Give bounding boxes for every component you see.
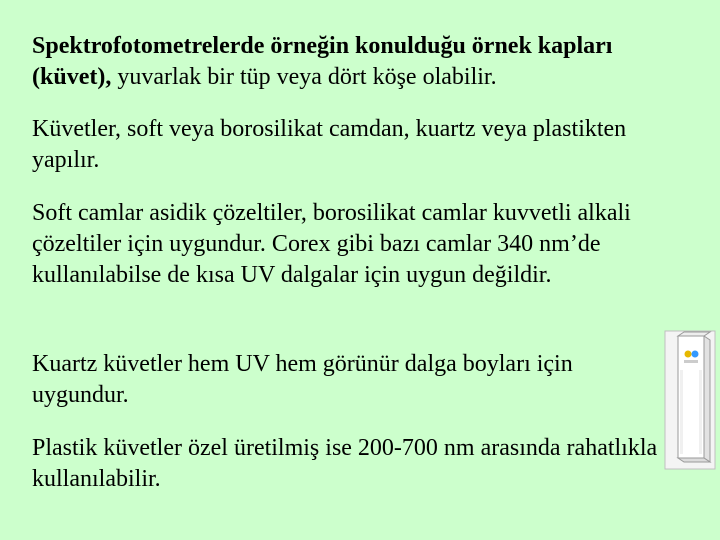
paragraph-plastic-cuvettes: Plastik küvetler özel üretilmiş ise 200-700 nm arasında rahatlıkla kullanılabilir.: [32, 435, 658, 492]
paragraph-glass-types: Soft camlar asidik çözeltiler, borosilikat camlar kuvvetli alkali çözeltiler için uygundur. Corex gibi bazı camlar 340 nm’de kullanılabilse de kısa UV dalgalar için uygun değildir.: [32, 200, 631, 288]
paragraph-quartz-cuvettes: Kuartz küvetler hem UV hem görünür dalga boyları için uygundur.: [32, 351, 573, 408]
paragraph-cuvette-shapes-bold: Spektrofotometrelerde örneğin konulduğu örnek kapları (küvet),: [32, 33, 613, 90]
paragraph-cuvette-shapes-rest: yuvarlak bir tüp veya dört köşe olabilir.: [111, 64, 497, 90]
paragraph-cuvette-materials: Küvetler, soft veya borosilikat camdan, kuartz veya plastikten yapılır.: [32, 116, 627, 173]
cuvette-icon: [664, 330, 716, 470]
paragraph-cuvette-shapes: [32, 31, 692, 93]
